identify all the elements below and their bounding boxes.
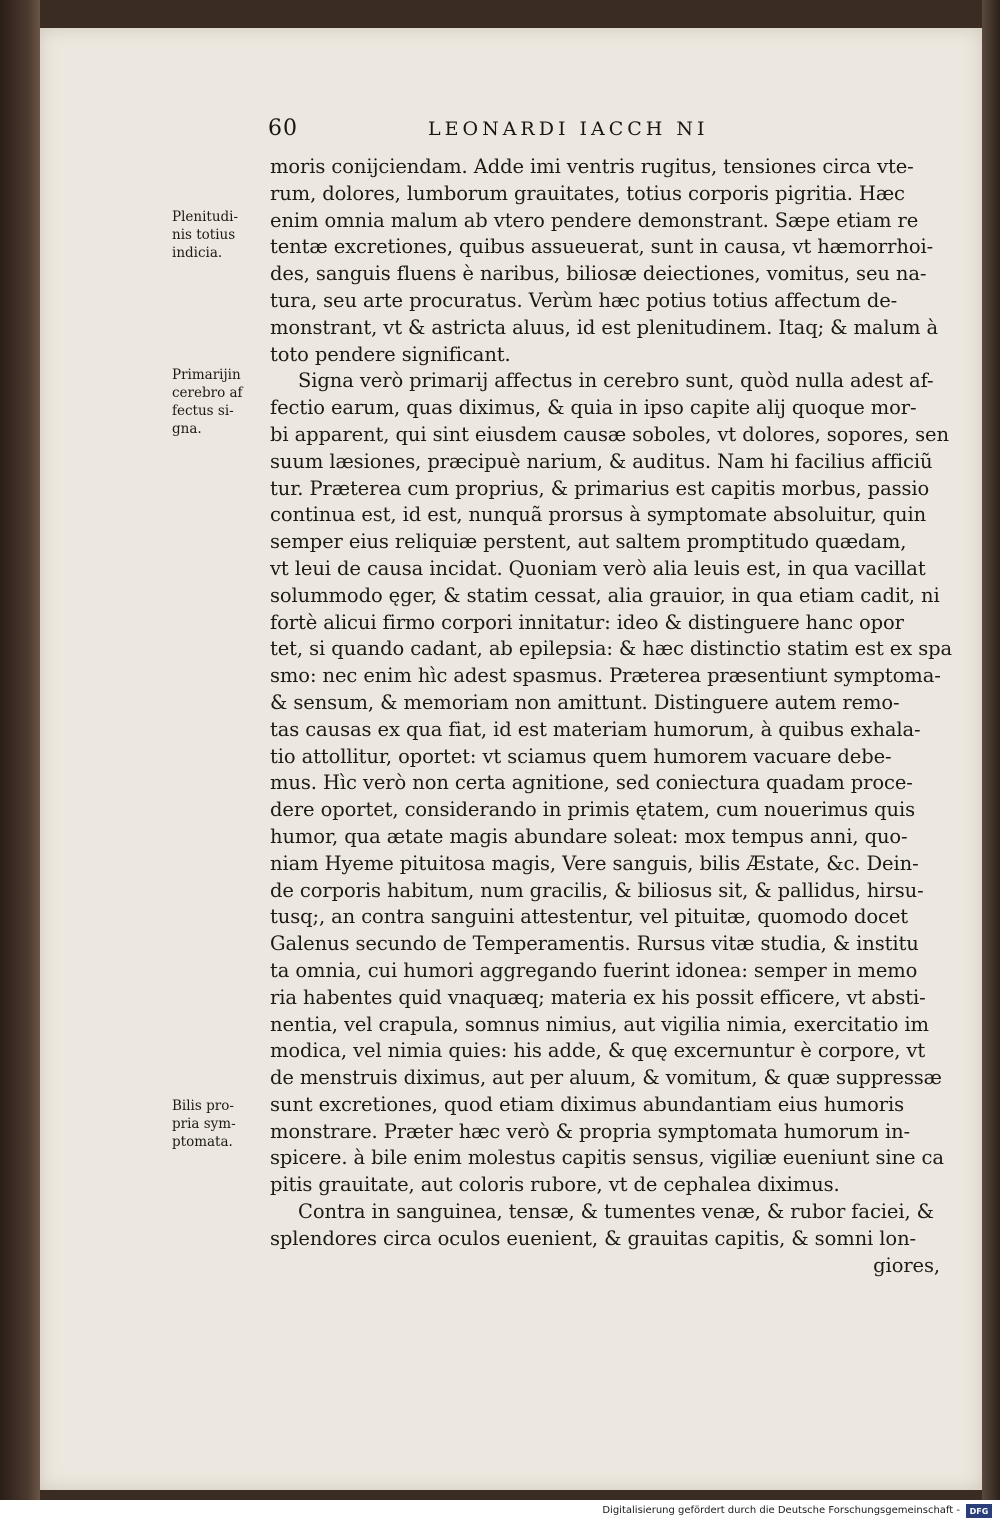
margin-note-line: nis totius xyxy=(172,227,236,243)
margin-note-line: cerebro af xyxy=(172,385,243,401)
margin-note-line: ptomata. xyxy=(172,1134,233,1150)
text-line: solummodo ęger, & statim cessat, alia grauior, in qua etiam cadit, ni xyxy=(270,583,940,607)
text-line: pitis grauitate, aut coloris rubore, vt de cephalea diximus. xyxy=(270,1173,840,1197)
page-number: 60 xyxy=(268,116,298,141)
margin-note-line: pria sym- xyxy=(172,1116,236,1132)
text-line: tio attollitur, oportet: vt sciamus quem humorem vacuare debe- xyxy=(270,744,892,768)
margin-note-line: gna. xyxy=(172,421,202,437)
text-line: Contra in sanguinea, tensæ, & tumentes venæ, & rubor faciei, & xyxy=(298,1200,934,1224)
text-line: des, sanguis fluens è naribus, biliosæ deiectiones, vomitus, seu na- xyxy=(270,262,927,286)
text-line: tas causas ex qua fiat, id est materiam humorum, à quibus exhala- xyxy=(270,717,921,741)
text-line: tusq;, an contra sanguini attestentur, vel pituitæ, quomodo docet xyxy=(270,905,909,929)
scan-edge-right xyxy=(982,0,1000,1500)
text-line: semper eius reliquiæ perstent, aut saltem promptitudo quædam, xyxy=(270,530,907,554)
text-line: fortè alicui firmo corpori innitatur: ideo & distinguere hanc opor xyxy=(270,610,904,634)
margin-note-line: Plenitudi- xyxy=(172,209,239,225)
text-line: tet, si quando cadant, ab epilepsia: & hæc distinctio statim est ex spa xyxy=(270,637,953,661)
text-line: tur. Præterea cum proprius, & primarius est capitis morbus, passio xyxy=(270,476,930,500)
text-line: sunt excretiones, quod etiam diximus abundantiam eius humoris xyxy=(270,1092,905,1116)
text-line: ria habentes quid vnaquæq; materia ex his possit efficere, vt absti- xyxy=(270,985,926,1009)
text-line: bi apparent, qui sint eiusdem causæ soboles, vt dolores, sopores, sen xyxy=(270,422,949,446)
text-line: niam Hyeme pituitosa magis, Vere sanguis, bilis Æstate, &c. Dein- xyxy=(270,851,919,875)
margin-note-bilis xyxy=(172,1097,268,1151)
footer-credit: Digitalisierung gefördert durch die Deutsche Forschungsgemeinschaft - xyxy=(602,1505,960,1516)
text-line: continua est, id est, nunquã prorsus à symptomate absoluitur, quin xyxy=(270,503,927,527)
margin-note-line: Primarijin xyxy=(172,367,241,383)
text-line: humor, qua ætate magis abundare soleat: mox tempus anni, quo- xyxy=(270,824,908,848)
body-text xyxy=(270,154,953,1279)
text-line: fectio earum, quas diximus, & quia in ipso capite alij quoque mor- xyxy=(270,396,917,420)
text-line: tentæ excretiones, quibus assueuerat, sunt in causa, vt hæmorrhoi- xyxy=(270,235,934,259)
footer-bar xyxy=(0,1500,1000,1523)
text-line: de corporis habitum, num gracilis, & biliosus sit, & pallidus, hirsu- xyxy=(270,878,924,902)
text-line: suum læsiones, præcipuè narium, & auditus. Nam hi facilius afficiũ xyxy=(270,449,933,473)
text-line: Galenus secundo de Temperamentis. Rursus vitæ studia, & institu xyxy=(270,932,919,956)
text-line: monstrant, vt & astricta aluus, id est plenitudinem. Itaq; & malum à xyxy=(270,315,939,339)
page-header xyxy=(268,116,808,150)
text-line: nentia, vel crapula, somnus nimius, aut vigilia nimia, exercitatio im xyxy=(270,1012,929,1036)
catchword: giores, xyxy=(873,1253,940,1277)
text-line: vt leui de causa incidat. Quoniam verò alia leuis est, in qua vacillat xyxy=(270,556,926,580)
text-line: toto pendere significant. xyxy=(270,342,511,366)
margin-note-line: fectus si- xyxy=(172,403,234,419)
text-line: spicere. à bile enim molestus capitis sensus, vigiliæ eueniunt sine ca xyxy=(270,1146,944,1170)
margin-note-primarij xyxy=(172,366,268,438)
text-line: moris conijciendam. Adde imi ventris rugitus, tensiones circa vte- xyxy=(270,155,914,178)
text-line: smo: nec enim hìc adest spasmus. Præterea præsentiunt symptoma- xyxy=(270,664,941,688)
text-line: tura, seu arte procuratus. Verùm hæc potius totius affectum de- xyxy=(270,288,898,312)
text-line: dere oportet, considerando in primis ętatem, cum nouerimus quis xyxy=(270,798,915,822)
text-line: enim omnia malum ab vtero pendere demonstrant. Sæpe etiam re xyxy=(270,208,919,232)
text-line: modica, vel nimia quies: his adde, & quę excernuntur è corpore, vt xyxy=(270,1039,926,1063)
margin-note-line: indicia. xyxy=(172,245,223,261)
text-line: splendores circa oculos euenient, & grauitas capitis, & somni lon- xyxy=(270,1226,917,1250)
text-line: de menstruis diximus, aut per aluum, & vomitum, & quæ suppressæ xyxy=(270,1066,942,1090)
dfg-logo: DFG xyxy=(966,1504,992,1518)
running-head: LEONARDI IACCH NI xyxy=(428,118,709,140)
margin-note-plenitudinis xyxy=(172,208,268,262)
margin-note-line: Bilis pro- xyxy=(172,1098,234,1114)
text-line: rum, dolores, lumborum grauitates, totius corporis pigritia. Hæc xyxy=(270,181,905,205)
text-line: monstrare. Præter hæc verò & propria symptomata humorum in- xyxy=(270,1119,911,1143)
text-line: & sensum, & memoriam non amittunt. Distinguere autem remo- xyxy=(270,690,900,714)
text-line: Signa verò primarij affectus in cerebro sunt, quòd nulla adest af- xyxy=(298,369,934,393)
text-line: ta omnia, cui humori aggregando fuerint idonea: semper in memo xyxy=(270,958,918,982)
text-line: mus. Hìc verò non certa agnitione, sed coniectura quadam proce- xyxy=(270,771,913,795)
scan-edge-left xyxy=(0,0,40,1500)
